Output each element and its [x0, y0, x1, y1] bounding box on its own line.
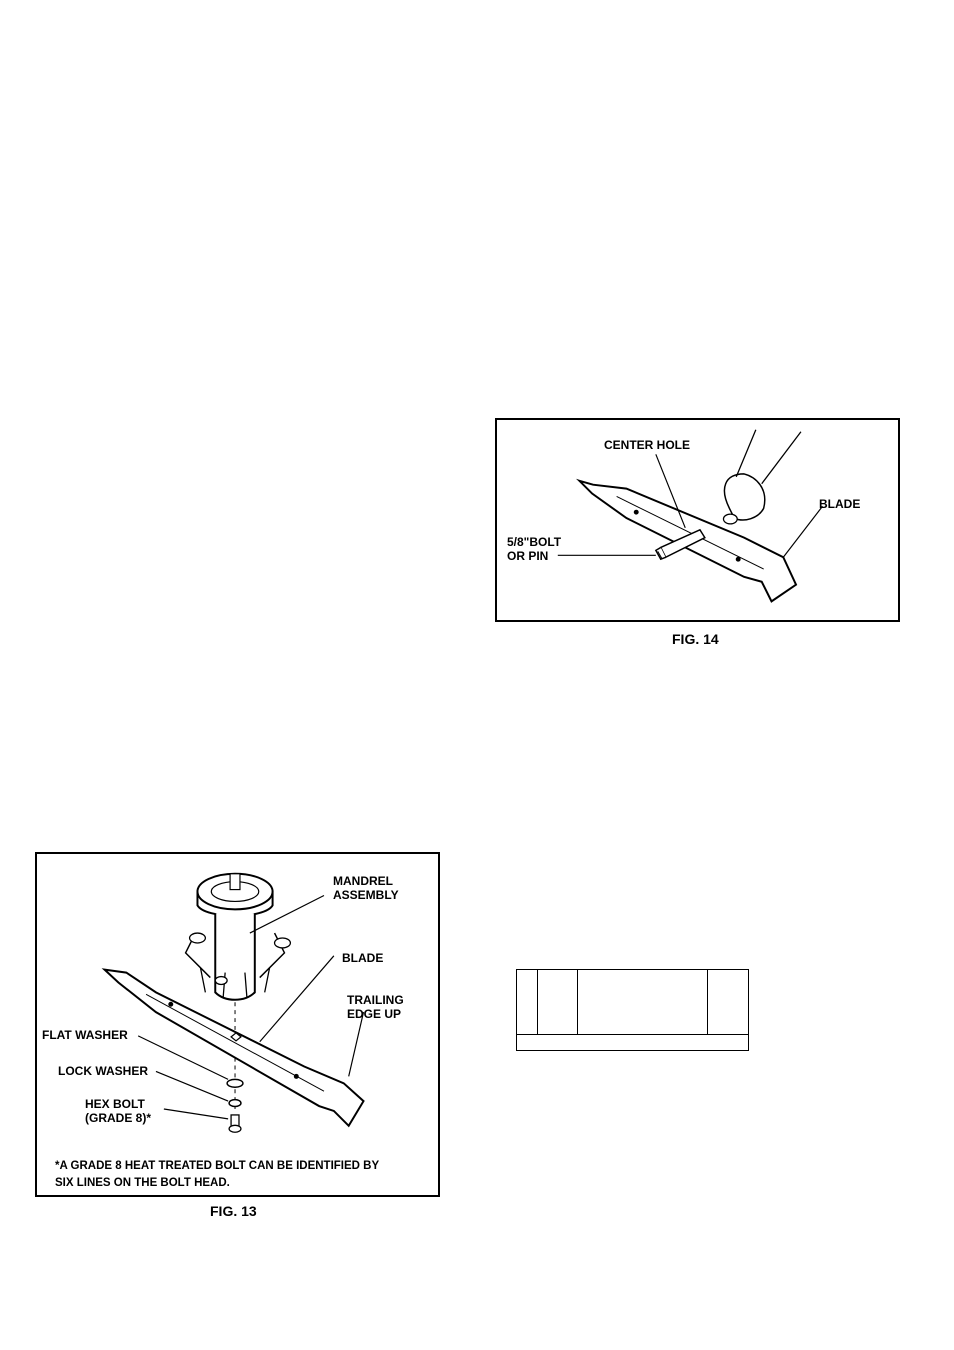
fig13-illustration-box	[35, 852, 440, 1197]
bolt-or-pin-label: 5/8"BOLT OR PIN	[507, 535, 562, 563]
mandrel-housing-shape	[215, 913, 255, 999]
blade-balancing-drawing	[497, 420, 898, 620]
stub-table	[516, 969, 749, 1051]
hex-bolt-label: HEX BOLT (GRADE 8)*	[85, 1097, 152, 1125]
lock-washer-label: LOCK WASHER	[58, 1064, 148, 1078]
blade-installation-drawing	[37, 854, 438, 1195]
blade-label: BLADE	[819, 497, 861, 511]
fig14-caption: FIG. 14	[672, 631, 719, 647]
mandrel-assembly-label: MANDREL ASSEMBLY	[333, 874, 399, 902]
blade-label: BLADE	[342, 951, 384, 965]
grade-8-bolt-note: *A GRADE 8 HEAT TREATED BOLT CAN BE IDENTIFIED BY SIX LINES ON THE BOLT HEAD.	[55, 1160, 380, 1189]
fig13-caption: FIG. 13	[210, 1203, 257, 1219]
center-hole-label: CENTER HOLE	[604, 438, 691, 452]
trailing-edge-up-label: TRAILING EDGE UP	[347, 993, 404, 1021]
flat-washer-shape	[227, 1079, 243, 1087]
flat-washer-label: FLAT WASHER	[42, 1028, 128, 1042]
hand-shape	[724, 474, 764, 520]
fig14-illustration-box	[495, 418, 900, 622]
lock-washer-shape	[229, 1100, 241, 1107]
